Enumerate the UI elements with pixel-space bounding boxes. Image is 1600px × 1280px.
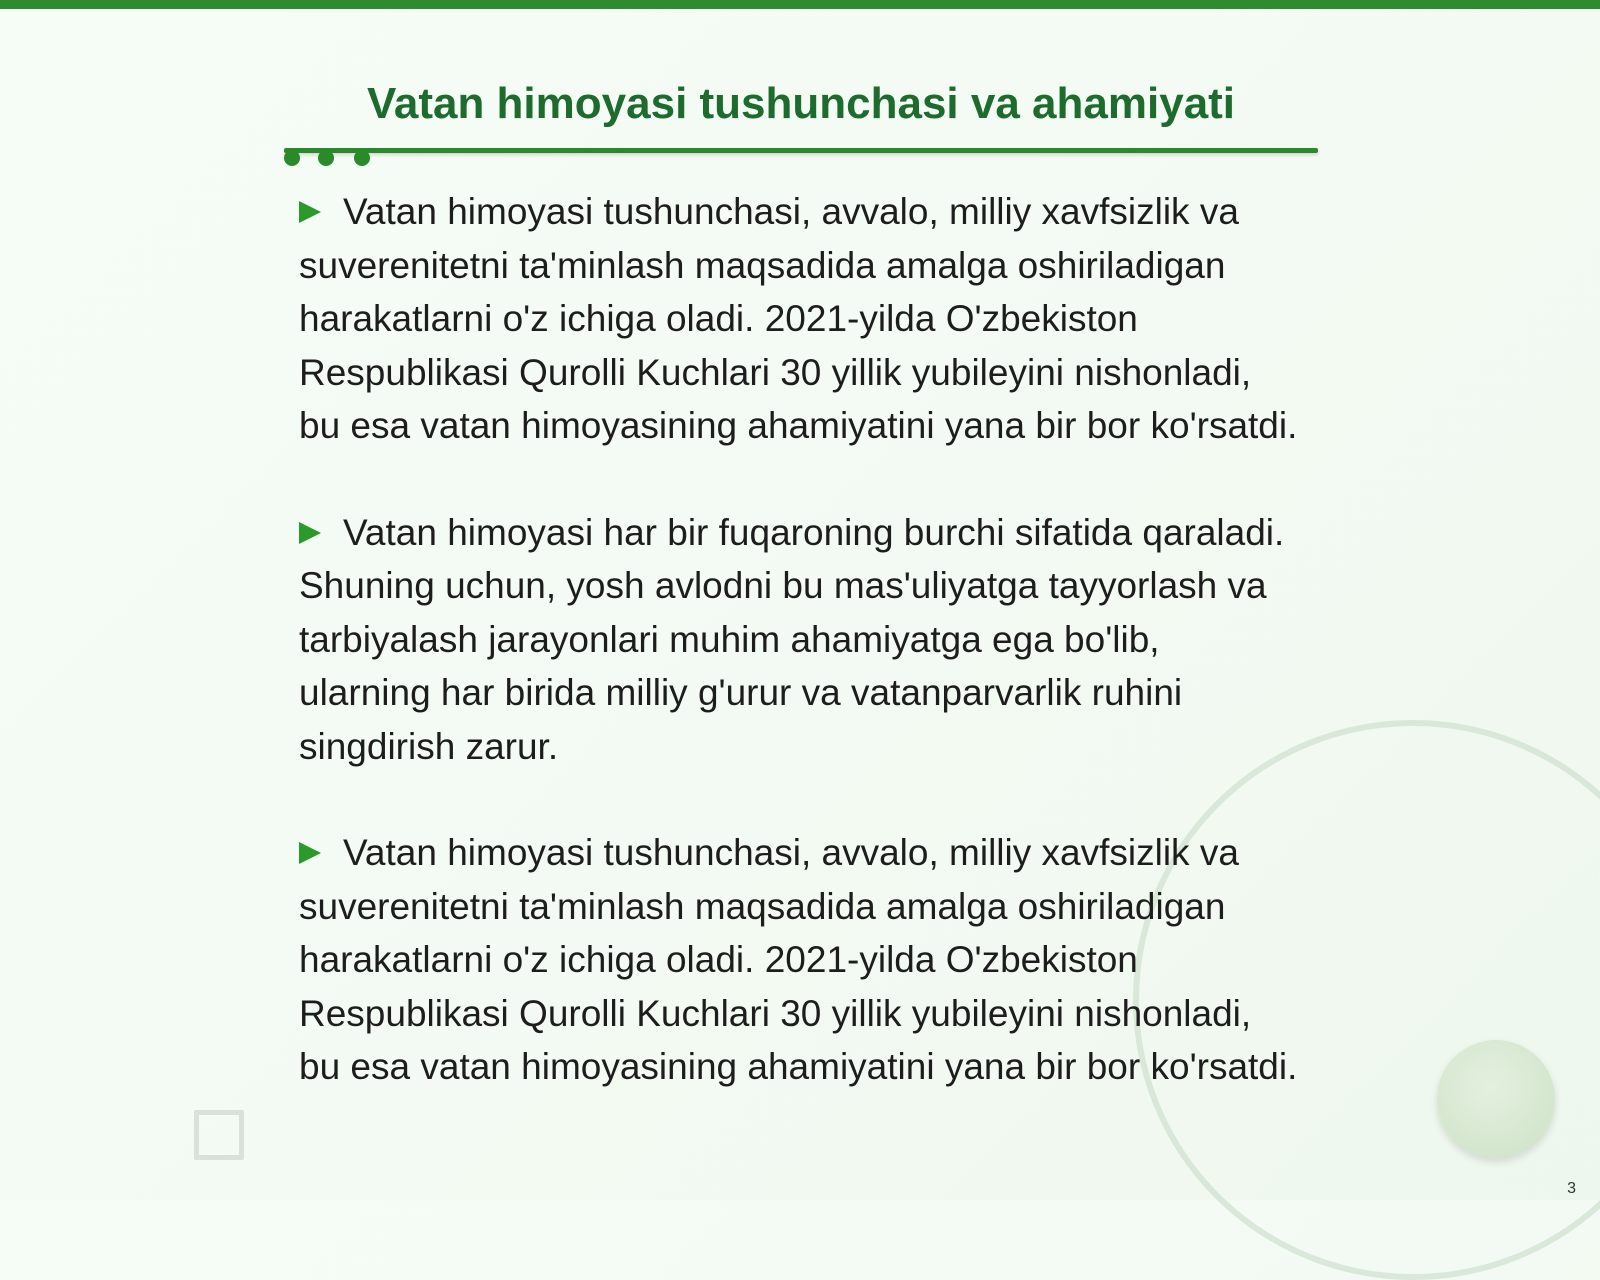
title-underline xyxy=(284,148,1318,153)
bullet-item xyxy=(299,506,1299,774)
decorative-dot xyxy=(318,150,334,166)
bullet-text: Vatan himoyasi tushunchasi, avvalo, milliy xavfsizlik va suverenitetni ta'minlash maqsadida amalga oshiriladigan harakatlarni o'z ichiga oladi. 2021-yilda O'zbekiston Respublikasi Qurolli Kuchlari 30 yillik yubileyini nishonladi, bu esa vatan himoyasining ahamiyatini yana bir bor ko'rsatdi. xyxy=(299,191,1298,446)
bullet-item xyxy=(299,826,1299,1094)
decorative-dot xyxy=(284,150,300,166)
decorative-dot xyxy=(354,150,370,166)
triangle-right-icon xyxy=(299,842,321,864)
top-accent-bar xyxy=(0,0,1600,9)
bullet-item xyxy=(299,185,1299,453)
slide-title: Vatan himoyasi tushunchasi va ahamiyati xyxy=(366,79,1236,128)
bullet-text: Vatan himoyasi tushunchasi, avvalo, milliy xavfsizlik va suverenitetni ta'minlash maqsadida amalga oshiriladigan harakatlarni o'z ichiga oladi. 2021-yilda O'zbekiston Respublikasi Qurolli Kuchlari 30 yillik yubileyini nishonladi, bu esa vatan himoyasining ahamiyatini yana bir bor ko'rsatdi. xyxy=(299,832,1298,1087)
decorative-circle xyxy=(1437,1040,1555,1158)
decorative-square xyxy=(194,1110,244,1160)
bullet-list xyxy=(299,185,1299,1147)
page-number: 3 xyxy=(1567,1180,1576,1197)
bullet-text: Vatan himoyasi har bir fuqaroning burchi sifatida qaraladi. Shuning uchun, yosh avlodni bu mas'uliyatga tayyorlash va tarbiyalash jarayonlari muhim ahamiyatga ega bo'lib, ularning har birida milliy g'urur va vatanparvarlik ruhini singdirish zarur. xyxy=(299,511,1285,767)
triangle-right-icon xyxy=(299,522,321,544)
triangle-right-icon xyxy=(299,201,321,223)
